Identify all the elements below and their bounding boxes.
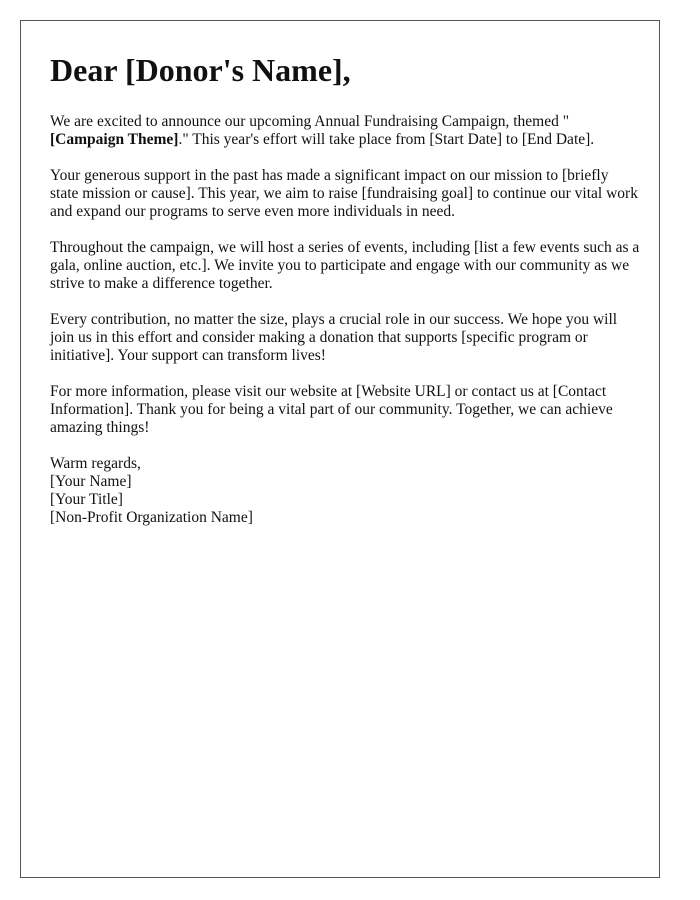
letter-content	[50, 51, 640, 527]
announcement-text-start: We are excited to announce our upcoming Annual Fundraising Campaign, themed "	[50, 113, 570, 130]
closing-text: Warm regards,	[50, 455, 141, 472]
signer-name: [Your Name]	[50, 473, 132, 490]
letter-page	[20, 20, 660, 878]
paragraph-announcement	[50, 113, 640, 149]
signature-block	[50, 455, 640, 527]
paragraph-support: Your generous support in the past has made a significant impact on our mission to [briefly state mission or cause]. This year, we aim to raise [fundraising goal] to continue our vital work and expand our programs to serve even more individuals in need.	[50, 167, 638, 220]
campaign-theme: [Campaign Theme]	[50, 131, 179, 148]
announcement-text-end: ." This year's effort will take place from [Start Date] to [End Date].	[178, 131, 595, 148]
signer-title: [Your Title]	[50, 491, 123, 508]
paragraph-contribution: Every contribution, no matter the size, plays a crucial role in our success. We hope you will join us in this effort and consider making a donation that supports [specific program or initiative]. Your support can transform lives!	[50, 311, 618, 364]
salutation-heading: Dear [Donor's Name],	[50, 52, 351, 88]
organization-name: [Non-Profit Organization Name]	[50, 509, 253, 526]
paragraph-events: Throughout the campaign, we will host a series of events, including [list a few events such as a gala, online auction, etc.]. We invite you to participate and engage with our community as we strive to make a difference together.	[50, 239, 640, 292]
paragraph-contact: For more information, please visit our website at [Website URL] or contact us at [Contact Information]. Thank you for being a vital part of our community. Together, we can achieve amazing things!	[50, 383, 613, 436]
